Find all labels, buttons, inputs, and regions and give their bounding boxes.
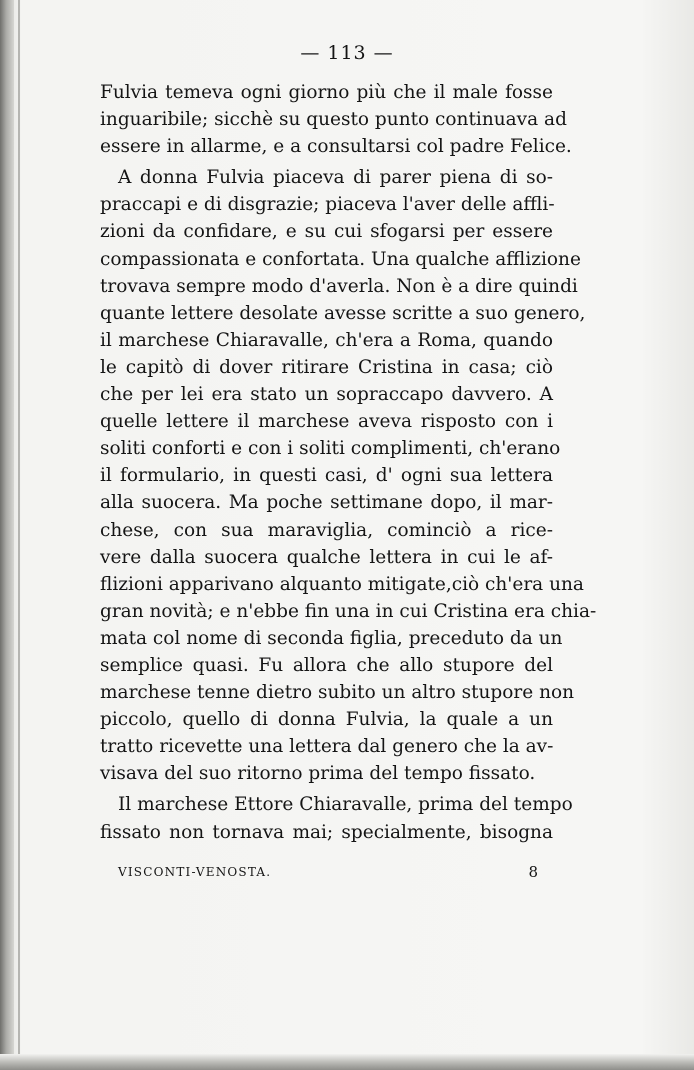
text-line: che per lei era stato un sopraccapo davvero. A bbox=[100, 384, 553, 406]
text-line: le capitò di dover ritirare Cristina in casa; ciò bbox=[100, 356, 553, 378]
text-line: zioni da confidare, e su cui sfogarsi per essere bbox=[100, 221, 553, 243]
text-line: il marchese Chiaravalle, ch'era a Roma, quando bbox=[100, 329, 553, 351]
text-line: Fulvia temeva ogni giorno più che il male fosse bbox=[100, 82, 553, 103]
text-line: alla suocera. Ma poche settimane dopo, il mar- bbox=[100, 492, 553, 514]
text-line: chese, con sua maraviglia, cominciò a rice- bbox=[100, 519, 553, 541]
text-line: marchese tenne dietro subito un altro stupore non bbox=[100, 682, 575, 704]
text-line: flizioni apparivano alquanto mitigate,ciò ch'era una bbox=[100, 573, 584, 595]
text-line: visava del suo ritorno prima del tempo fissato. bbox=[100, 763, 536, 785]
page-number: — 113 — bbox=[300, 42, 394, 64]
text-line: praccapi e di disgrazie; piaceva l'aver delle affli- bbox=[100, 194, 555, 216]
text-line: fissato non tornava mai; specialmente, bisogna bbox=[100, 821, 553, 843]
text-line: A donna Fulvia piaceva di parer piena di so- bbox=[118, 167, 553, 189]
text-line: vere dalla suocera qualche lettera in cui le af- bbox=[100, 546, 553, 568]
text-line: compassionata e confortata. Una qualche afflizione bbox=[100, 248, 581, 270]
text-line: gran novità; e n'ebbe fin una in cui Cristina era chia- bbox=[100, 600, 597, 622]
page-bottom-edge bbox=[0, 1054, 694, 1070]
author-footer: VISCONTI-VENOSTA. bbox=[118, 865, 272, 879]
text-line: Il marchese Ettore Chiaravalle, prima del tempo bbox=[118, 794, 573, 816]
book-spine-shadow bbox=[0, 0, 14, 1070]
text-line: inguaribile; sicchè su questo punto continuava ad bbox=[100, 109, 567, 131]
text-line: tratto ricevette una lettera dal genero che la av- bbox=[100, 736, 554, 758]
text-line: trovava sempre modo d'averla. Non è a dire quindi bbox=[100, 275, 578, 297]
body-text bbox=[100, 79, 597, 846]
text-line: piccolo, quello di donna Fulvia, la quale a un bbox=[100, 709, 553, 731]
text-line: essere in allarme, e a consultarsi col padre Felice. bbox=[100, 136, 572, 158]
text-line: il formulario, in questi casi, d' ogni sua lettera bbox=[100, 465, 553, 487]
signature-mark: 8 bbox=[528, 863, 538, 881]
text-line: soliti conforti e con i soliti complimenti, ch'erano bbox=[100, 438, 561, 460]
text-line: quante lettere desolate avesse scritte a suo genero, bbox=[100, 302, 586, 324]
text-line: semplice quasi. Fu allora che allo stupore del bbox=[100, 654, 553, 676]
text-line: quelle lettere il marchese aveva risposto con i bbox=[100, 411, 553, 433]
page-footer bbox=[118, 865, 538, 879]
text-line: mata col nome di seconda figlia, preceduto da un bbox=[100, 627, 563, 649]
gutter-line bbox=[18, 0, 20, 1070]
